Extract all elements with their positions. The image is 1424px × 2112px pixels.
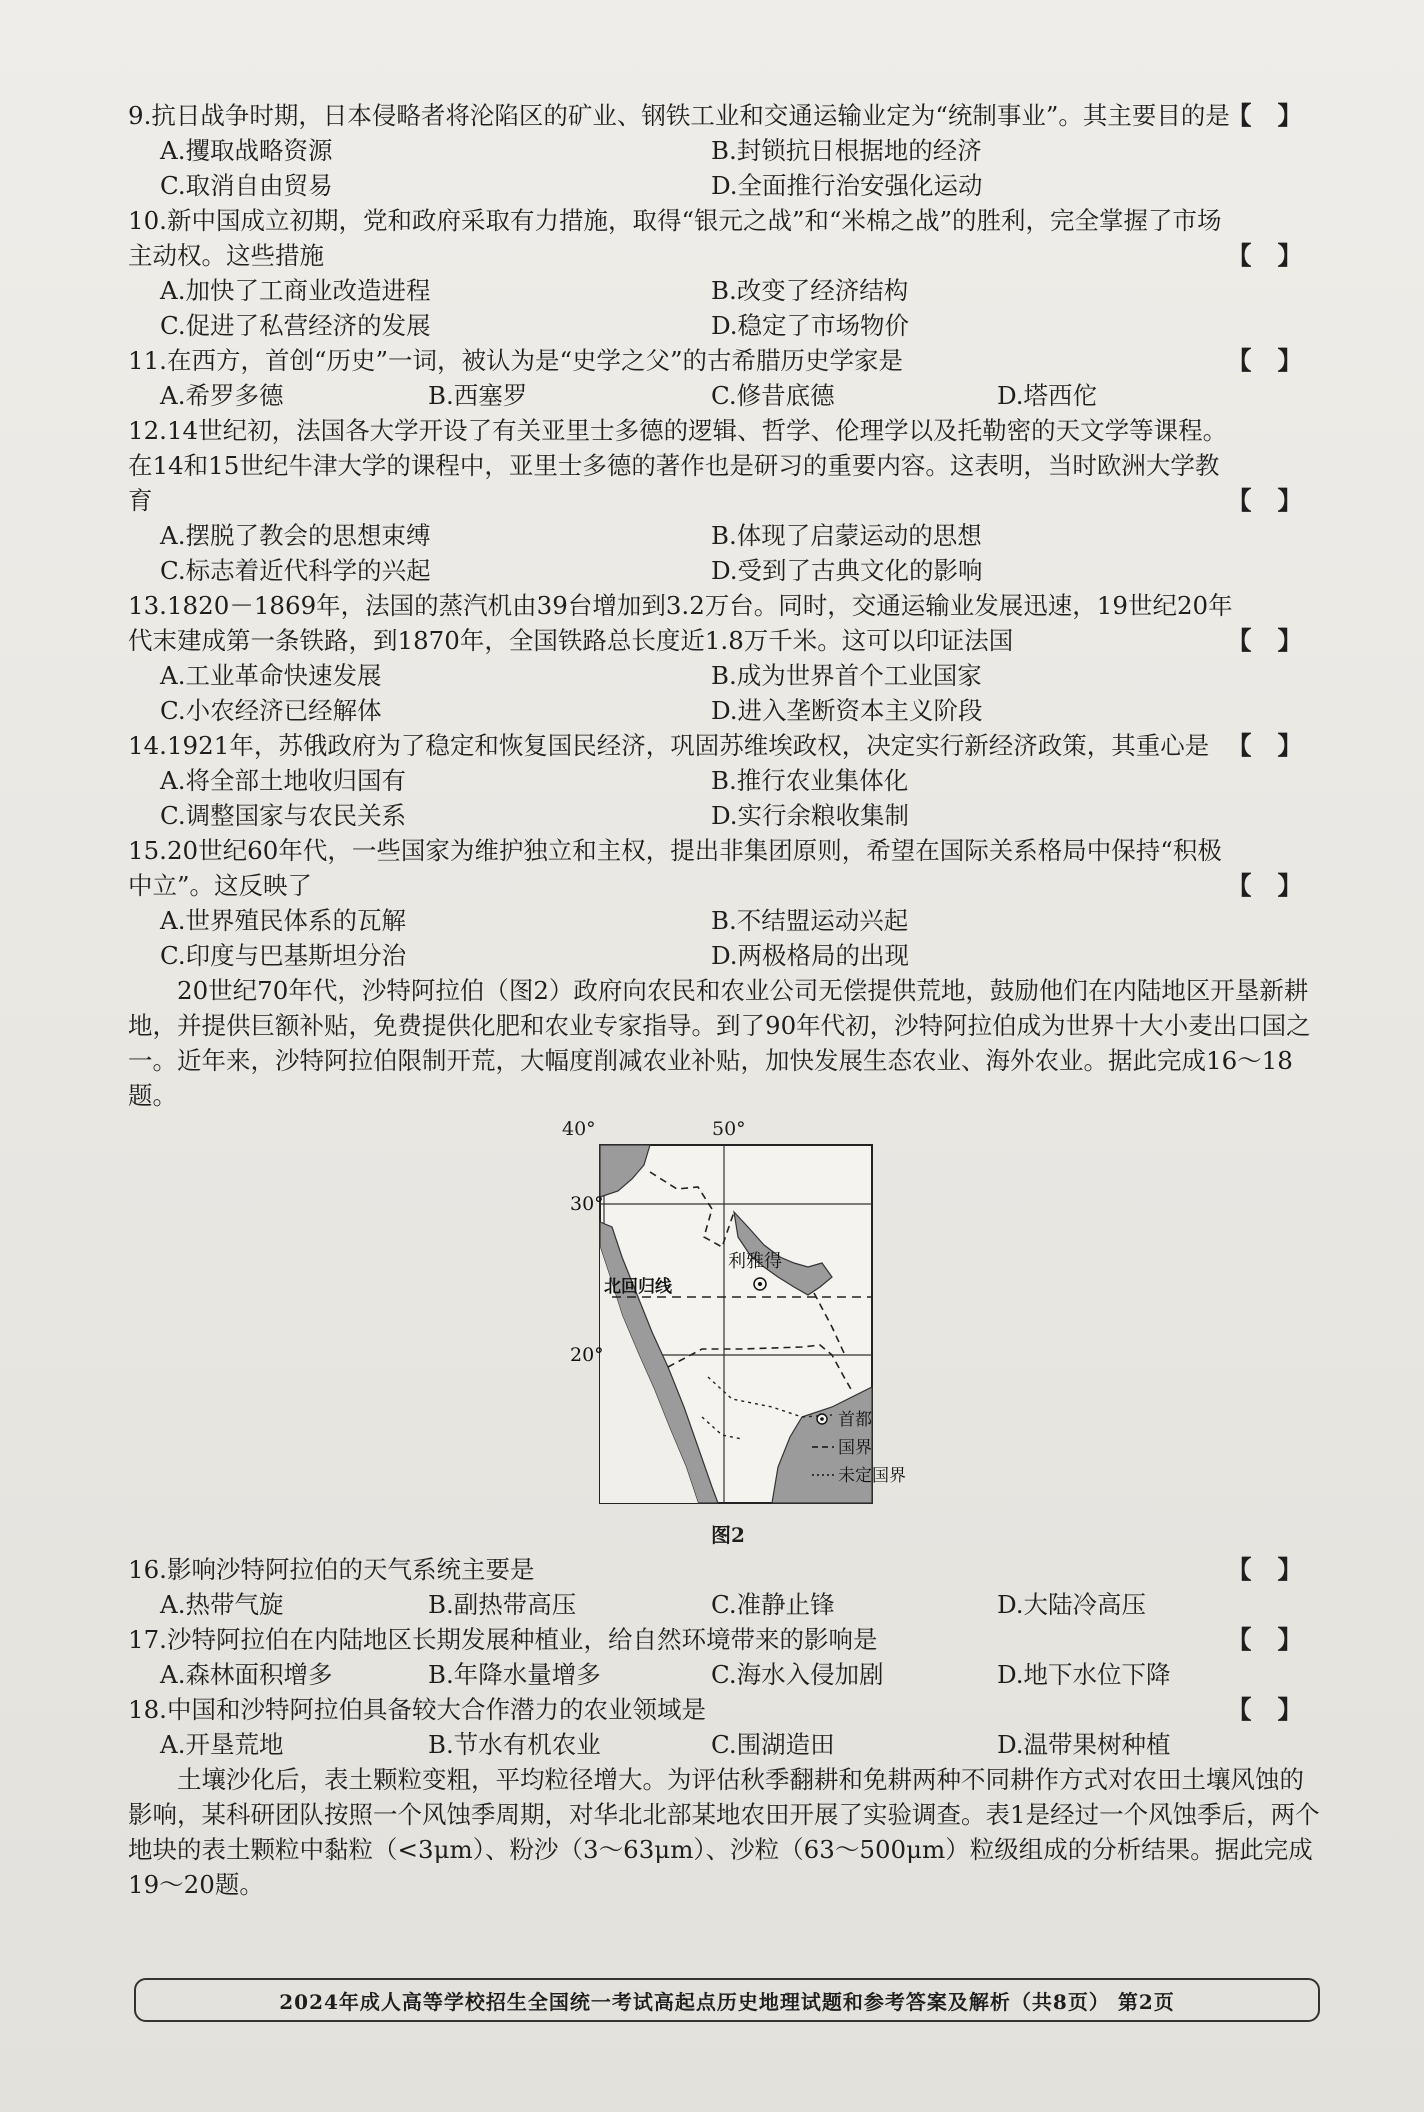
option-b: B.年降水量增多 <box>428 1660 601 1689</box>
answer-bracket: 【】 <box>1227 1555 1328 1584</box>
option-d: D.全面推行治安强化运动 <box>711 171 983 200</box>
material-paragraph: 土壤沙化后，表土颗粒变粗，平均粒径增大。为评估秋季翻耕和免耕两种不同耕作方式对农田土壤风蚀的影响，某科研团队按照一个风蚀季周期，对华北北部某地农田开展了实验调查。表1是经过一个风蚀季后，两个地块的表土颗粒中黏粒（<3μm）、粉沙（3～63μm）、沙粒（63～500μm）粒级组成的分析结果。据此完成19～20题。 <box>128 1765 1320 1899</box>
question-stem: 12.14世纪初，法国各大学开设了有关亚里士多德的逻辑、哲学、伦理学以及托勒密的天文学等课程。在14和15世纪牛津大学的课程中，亚里士多德的著作也是研习的重要内容。这表明，当时欧洲大学教育 <box>128 416 1228 515</box>
option-b: B.推行农业集体化 <box>711 766 909 795</box>
option-a: A.热带气旋 <box>160 1590 284 1619</box>
option-a: A.开垦荒地 <box>160 1730 284 1759</box>
legend-capital: 首都 <box>838 1410 872 1430</box>
option-d: D.大陆冷高压 <box>997 1590 1147 1619</box>
option-d: D.稳定了市场物价 <box>711 311 910 340</box>
question-stem: 16.影响沙特阿拉伯的天气系统主要是 <box>128 1555 535 1584</box>
question-stem: 15.20世纪60年代，一些国家为维护独立和主权，提出非集团原则，希望在国际关系格局中保持“积极中立”。这反映了 <box>128 836 1222 900</box>
answer-bracket: 【】 <box>1227 486 1328 515</box>
lat-20-label: 20° <box>570 1344 604 1366</box>
option-b: B.成为世界首个工业国家 <box>711 661 982 690</box>
option-d: D.地下水位下降 <box>997 1660 1171 1689</box>
option-b: B.西塞罗 <box>428 381 528 410</box>
exam-content <box>128 98 1328 1902</box>
option-d: D.实行余粮收集制 <box>711 801 910 830</box>
question-13 <box>128 588 1328 728</box>
option-b: B.副热带高压 <box>428 1590 577 1619</box>
option-d: D.受到了古典文化的影响 <box>711 556 983 585</box>
option-b: B.改变了经济结构 <box>711 276 909 305</box>
option-c: C.海水入侵加剧 <box>711 1660 884 1689</box>
answer-bracket: 【】 <box>1227 1625 1328 1654</box>
material-paragraph: 20世纪70年代，沙特阿拉伯（图2）政府向农民和农业公司无偿提供荒地，鼓励他们在内陆地区开垦新耕地，并提供巨额补贴，免费提供化肥和农业专家指导。到了90年代初，沙特阿拉伯成为世界十大小麦出口国之一。近年来，沙特阿拉伯限制开荒，大幅度削减农业补贴，加快发展生态农业、海外农业。据此完成16～18题。 <box>128 976 1311 1110</box>
page-number: 第2页 <box>1117 1989 1175 2014</box>
lat-30-label: 30° <box>570 1193 604 1215</box>
question-16 <box>128 1552 1328 1622</box>
answer-bracket: 【】 <box>1227 101 1328 130</box>
page-footer <box>134 1978 1320 2022</box>
question-9 <box>128 98 1328 203</box>
option-d: D.温带果树种植 <box>997 1730 1171 1759</box>
saudi-arabia-map <box>472 1117 972 1517</box>
legend-undefined-border: 未定国界 <box>838 1466 906 1486</box>
question-stem: 14.1921年，苏俄政府为了稳定和恢复国民经济，巩固苏维埃政权，决定实行新经济政策，其重心是 <box>128 731 1210 760</box>
option-d: D.塔西佗 <box>997 381 1098 410</box>
option-c: C.印度与巴基斯坦分治 <box>160 941 407 970</box>
question-17 <box>128 1622 1328 1692</box>
option-a: A.加快了工商业改造进程 <box>160 276 431 305</box>
answer-bracket: 【】 <box>1227 871 1328 900</box>
answer-bracket: 【】 <box>1227 346 1328 375</box>
question-stem: 18.中国和沙特阿拉伯具备较大合作潜力的农业领域是 <box>128 1695 706 1724</box>
option-c: C.促进了私营经济的发展 <box>160 311 431 340</box>
legend-border: 国界 <box>838 1438 872 1458</box>
option-a: A.将全部土地收归国有 <box>160 766 406 795</box>
option-c: C.标志着近代科学的兴起 <box>160 556 431 585</box>
question-14 <box>128 728 1328 833</box>
option-a: A.攫取战略资源 <box>160 136 333 165</box>
option-b: B.不结盟运动兴起 <box>711 906 909 935</box>
option-c: C.取消自由贸易 <box>160 171 333 200</box>
lon-50-label: 50° <box>712 1118 746 1140</box>
answer-bracket: 【】 <box>1227 1695 1328 1724</box>
option-d: D.两极格局的出现 <box>711 941 910 970</box>
question-18 <box>128 1692 1328 1762</box>
option-b: B.体现了启蒙运动的思想 <box>711 521 982 550</box>
footer-title: 2024年成人高等学校招生全国统一考试高起点历史地理试题和参考答案及解析（共8页） <box>279 1989 1110 2014</box>
capital-label: 利雅得 <box>728 1251 782 1272</box>
option-c: C.准静止锋 <box>711 1590 835 1619</box>
answer-bracket: 【】 <box>1227 241 1328 270</box>
question-12 <box>128 413 1328 588</box>
option-c: C.围湖造田 <box>711 1730 835 1759</box>
tropic-label: 北回归线 <box>604 1277 672 1297</box>
question-stem: 13.1820－1869年，法国的蒸汽机由39台增加到3.2万台。同时，交通运输业发展迅速，19世纪20年代末建成第一条铁路，到1870年，全国铁路总长度近1.8万千米。这可以印证法国 <box>128 591 1233 655</box>
answer-bracket: 【】 <box>1227 626 1328 655</box>
option-d: D.进入垄断资本主义阶段 <box>711 696 983 725</box>
capital-marker <box>754 1278 766 1290</box>
question-stem: 9.抗日战争时期，日本侵略者将沦陷区的矿业、钢铁工业和交通运输业定为“统制事业”。其主要目的是 <box>128 101 1230 130</box>
option-c: C.调整国家与农民关系 <box>160 801 407 830</box>
option-a: A.工业革命快速发展 <box>160 661 382 690</box>
question-11 <box>128 343 1328 413</box>
lon-40-label: 40° <box>562 1118 596 1140</box>
figure-caption: 图2 <box>711 1523 745 1547</box>
figure-2 <box>128 1117 1328 1517</box>
option-a: A.摆脱了教会的思想束缚 <box>160 521 431 550</box>
option-b: B.封锁抗日根据地的经济 <box>711 136 982 165</box>
question-stem: 11.在西方，首创“历史”一词，被认为是“史学之父”的古希腊历史学家是 <box>128 346 904 375</box>
question-stem: 17.沙特阿拉伯在内陆地区长期发展种植业，给自然环境带来的影响是 <box>128 1625 878 1654</box>
option-a: A.世界殖民体系的瓦解 <box>160 906 406 935</box>
option-a: A.希罗多德 <box>160 381 284 410</box>
option-b: B.节水有机农业 <box>428 1730 601 1759</box>
option-c: C.小农经济已经解体 <box>160 696 382 725</box>
question-10 <box>128 203 1328 343</box>
question-15 <box>128 833 1328 973</box>
option-c: C.修昔底德 <box>711 381 835 410</box>
answer-bracket: 【】 <box>1227 731 1328 760</box>
option-a: A.森林面积增多 <box>160 1660 333 1689</box>
question-stem: 10.新中国成立初期，党和政府采取有力措施，取得“银元之战”和“米棉之战”的胜利，完全掌握了市场主动权。这些措施 <box>128 206 1222 270</box>
